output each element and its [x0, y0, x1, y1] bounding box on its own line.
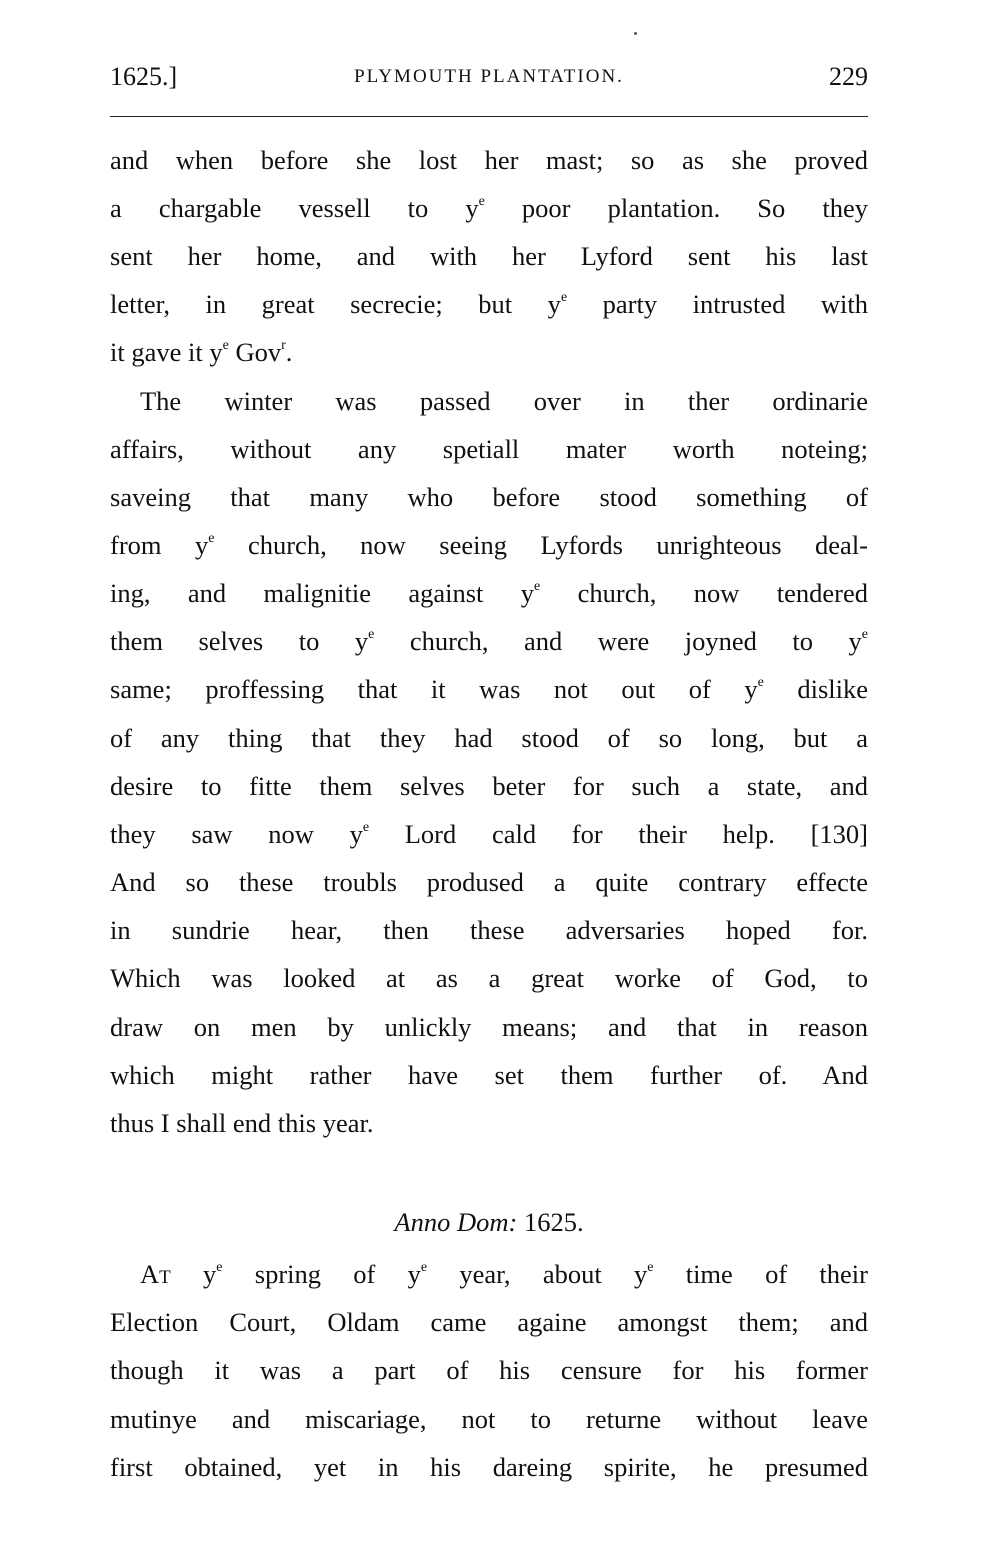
text-line: affairs, without any spetiall mater worth noteing; [110, 434, 868, 464]
heading-year: 1625. [523, 1207, 584, 1237]
drop-opening: At [140, 1259, 171, 1289]
text-line: desire to fitte them selves beter for such a state, and [110, 771, 868, 801]
header-year: 1625.] [110, 62, 178, 91]
text-line: saveing that many who before stood something of [110, 482, 868, 512]
text-line: and when before she lost her mast; so as she proved [110, 145, 868, 175]
paper-speck [634, 32, 637, 35]
text-line: Which was looked at as a great worke of God, to [110, 963, 868, 993]
text-line: first obtained, yet in his dareing spirite, he presumed [110, 1452, 868, 1482]
text-line: ing, and malignitie against $y^e$ church, now tendered [110, 578, 868, 608]
text-line: mutinye and miscariage, not to returne without leave [110, 1404, 868, 1434]
text-line: it gave it $y^e$ Gov$^r$. [110, 337, 293, 367]
running-header [110, 62, 868, 98]
text-line: thus I shall end this year. [110, 1108, 374, 1138]
section-heading [110, 1198, 868, 1246]
text-line: in sundrie hear, then these adversaries hoped for. [110, 915, 868, 945]
text-line: they saw now $y^e$ Lord cald for their help. [130] [110, 819, 868, 849]
text-line: sent her home, and with her Lyford sent his last [110, 241, 868, 271]
page-number: 229 [829, 62, 868, 91]
text-line: though it was a part of his censure for his former [110, 1355, 868, 1385]
text-line: a chargable vessell to $y^e$ poor plantation. So they [110, 193, 868, 223]
text-line: from $y^e$ church, now seeing Lyfords unrighteous deal- [110, 530, 869, 560]
text-line: draw on men by unlickly means; and that in reason [110, 1012, 868, 1042]
text-line: And so these troubls prodused a quite contrary effecte [110, 867, 868, 897]
text-line: At $y^e$ spring of $y^e$ year, about $y^e$ time of their [140, 1259, 868, 1289]
heading-italic: Anno Dom: [394, 1207, 518, 1237]
text-line: same; proffessing that it was not out of $y^e$ dislike [110, 674, 868, 704]
text-line: letter, in great secrecie; but $y^e$ party intrusted with [110, 289, 868, 319]
text-line: The winter was passed over in ther ordinarie [140, 386, 868, 416]
text-line: them selves to $y^e$ church, and were joyned to $y^e$ [110, 626, 868, 656]
header-title: PLYMOUTH PLANTATION. [354, 66, 624, 87]
text-line: of any thing that they had stood of so long, but a [110, 723, 868, 753]
text-line: which might rather have set them further of. And [110, 1060, 868, 1090]
header-rule [110, 116, 868, 117]
text-line: Election Court, Oldam came againe amongst them; and [110, 1307, 868, 1337]
